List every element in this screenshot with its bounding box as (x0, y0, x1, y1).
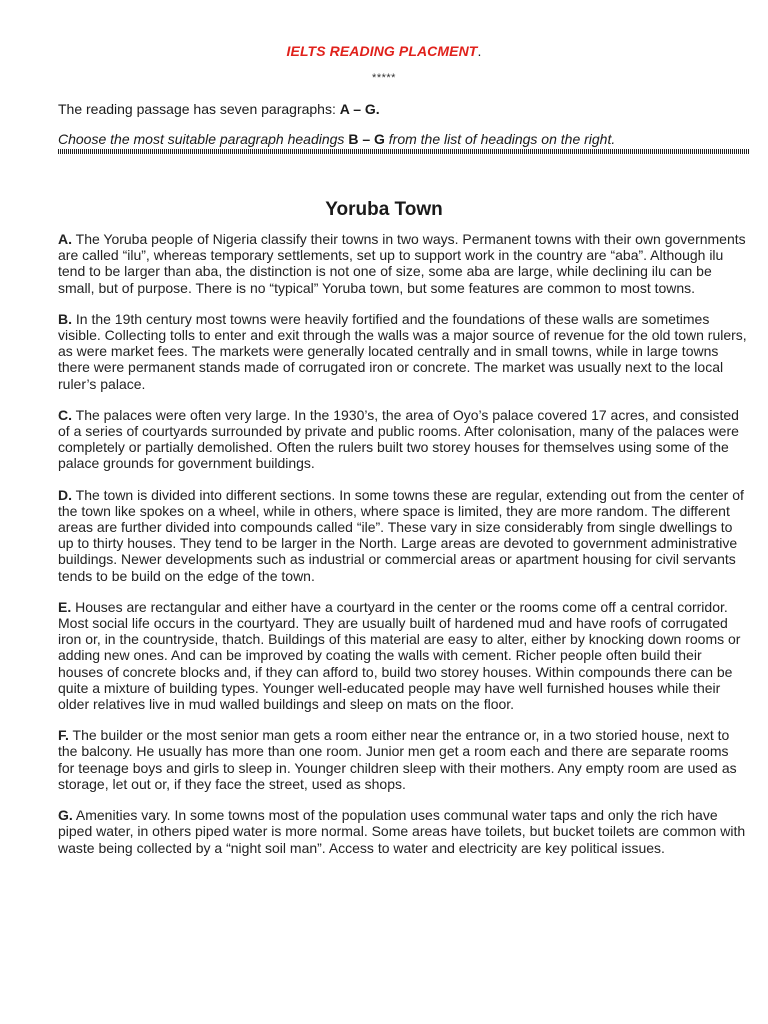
stars-separator: ***** (372, 72, 396, 84)
paragraph-letter: F. (58, 727, 69, 744)
paragraph-a (58, 231, 748, 296)
intro-line (58, 101, 748, 118)
paragraph-e (58, 599, 748, 712)
passage-body (58, 231, 748, 871)
paragraph-text: The Yoruba people of Nigeria classify their towns in two ways. Permanent towns with their own governments are called “ilu”, whereas temporary settlements, set up to support work in the country are “aba”. Although ilu tend to be larger than aba, the distinction is not one of size, some aba are large, while declining ilu can be small, but of purpose. There is no “typical” Yoruba town, but some features are common to most towns. (58, 231, 746, 296)
instruction-range: B – G (348, 131, 385, 147)
title-text: IELTS READING PLACMENT (286, 43, 478, 59)
paragraph-text: The builder or the most senior man gets a room either near the entrance or, in a two storied house, next to the balcony. He usually has more than one room. Junior men get a room each and there are separate rooms for teenage boys and girls to sleep in. Younger children sleep with their mothers. Any empty room are used as storage, let out or, if they face the street, used as shops. (58, 727, 737, 792)
divider-rule (58, 149, 750, 154)
paragraph-f (58, 727, 748, 792)
paragraph-text: Amenities vary. In some towns most of the population uses communal water taps and only the rich have piped water, in others piped water is more normal. Some areas have toilets, but bucket toilets are common with waste being collected by a “night soil man”. Access to water and electricity are key political issues. (58, 807, 746, 856)
paragraph-letter: A. (58, 231, 72, 247)
intro-text: The reading passage has seven paragraphs: (58, 101, 340, 117)
paragraph-g (58, 807, 748, 856)
document-title (0, 43, 768, 59)
paragraph-text: The town is divided into different sections. In some towns these are regular, extending out from the center of the town like spokes on a wheel, while in others, where space is limited, they are more random. The different areas are further divided into compounds called “ile”. These vary in size considerably from single dwellings to up to thirty houses. They tend to be larger in the North. Large areas are devoted to government administrative buildings. Newer developments such as industrial or commercial areas or apartment housing for civil servants tends to be build on the edge of the town. (58, 486, 744, 584)
paragraph-d (58, 487, 748, 584)
paragraph-text: In the 19th century most towns were heavily fortified and the foundations of these walls are sometimes visible. Collecting tolls to enter and exit through the walls was a major source of revenue for the old town rulers, as were market fees. The markets were generally located centrally and in small towns, while in large towns there were permanent stands made of corrugated iron or concrete. The market was usually next to the local ruler’s palace. (58, 310, 747, 392)
paragraph-letter: D. (58, 486, 72, 503)
instruction-before: Choose the most suitable paragraph headings (58, 131, 349, 147)
paragraph-text: Houses are rectangular and either have a courtyard in the center or the rooms come off a central corridor. Most social life occurs in the courtyard. They are usually built of hardened mud and have roofs of corrugated iron or, in the countryside, thatch. Buildings of this material are easy to alter, either by knocking down rooms or adding new ones. And can be improved by coating the walls with cement. Richer people often build their houses of concrete blocks and, if they can afford to, build two storey houses. Within compounds there can be quite a mixture of building types. Younger well-educated people may have well furnished houses while their older relatives live in mud walled buildings and sleep on mats on the floor. (58, 598, 741, 713)
paragraph-letter: B. (58, 310, 72, 327)
paragraph-b (58, 311, 748, 392)
passage-heading: Yoruba Town (325, 199, 443, 220)
paragraph-letter: G. (58, 807, 73, 824)
paragraph-letter: E. (58, 598, 72, 615)
paragraph-letter: C. (58, 406, 72, 423)
paragraph-text: The palaces were often very large. In the 1930’s, the area of Oyo’s palace covered 17 acres, and consisted of a series of courtyards surrounded by private and public rooms. After colonisation, many of the palaces were completely or partially demolished. Often the rulers built two storey houses for themselves using some of the palace grounds for government buildings. (58, 406, 739, 472)
paragraph-c (58, 407, 748, 472)
instruction-line (58, 131, 748, 148)
title-suffix: . (477, 43, 482, 59)
intro-range: A – G. (339, 101, 380, 117)
instruction-after: from the list of headings on the right. (384, 131, 616, 147)
